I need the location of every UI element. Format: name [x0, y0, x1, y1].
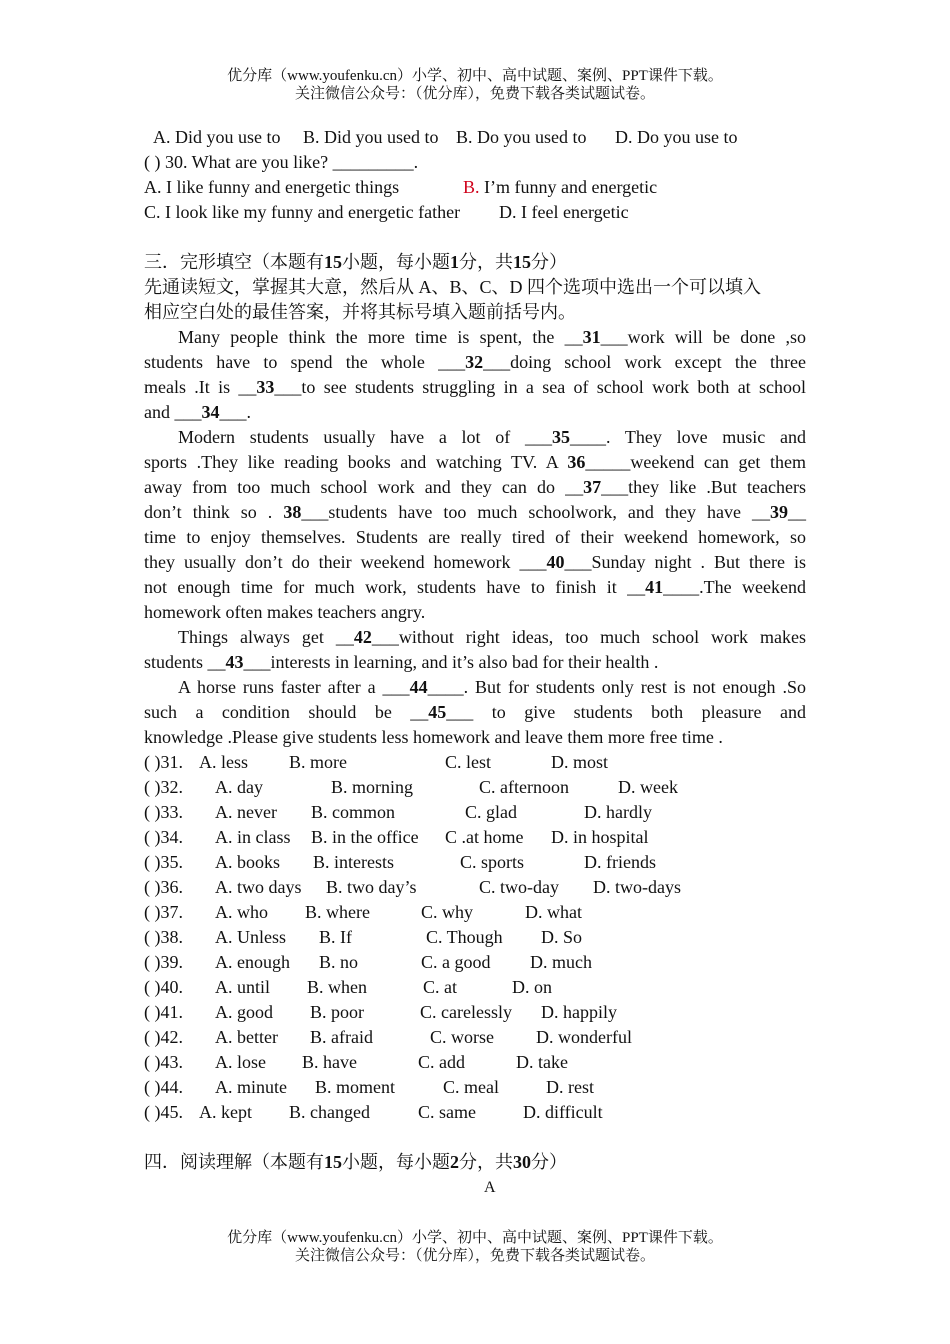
- passage-line: A horse runs faster after a ___44____. But for students only rest is not enough .So: [178, 677, 806, 697]
- q30-option-d: D. I feel energetic: [499, 202, 629, 222]
- passage-line: knowledge .Please give students less homework and leave them more free time .: [144, 727, 723, 747]
- q29-option-a: A. Did you use to: [153, 127, 281, 147]
- passage-line: they usually don’t do their weekend homework ___40___Sunday night . But there is: [144, 552, 806, 572]
- passage-line: and ___34___.: [144, 402, 251, 422]
- q29-options: [144, 125, 806, 150]
- passage-line: away from too much school work and they can do __37___they like .But teachers: [144, 477, 806, 497]
- choice-row: ( )42. A. better B. afraid C. worse D. wonderful: [144, 1027, 632, 1047]
- q29-option-b: B. Did you used to: [303, 127, 439, 147]
- section-3-title: 三．完形填空（本题有15小题，每小题1分，共15分）: [144, 252, 567, 272]
- passage-line: homework often makes teachers angry.: [144, 602, 426, 622]
- q29-option-d: D. Do you use to: [615, 127, 738, 147]
- choice-row: ( )34. A. in class B. in the office C .at home D. in hospital: [144, 827, 649, 847]
- choice-row: ( )38. A. Unless B. If C. Though D. So: [144, 927, 583, 947]
- passage-line: Modern students usually have a lot of ___35____. They love music and: [178, 427, 806, 447]
- passage-line: sports .They like reading books and watching TV. A 36_____weekend can get them: [144, 452, 806, 472]
- q30-stem: ( ) 30. What are you like? _________.: [144, 152, 419, 172]
- choice-row: ( )36. A. two days B. two day’s C. two-day D. two-days: [144, 877, 681, 897]
- choice-row: ( )37. A. who B. where C. why D. what: [144, 902, 582, 922]
- footer-line-2: 关注微信公众号：（优分库），免费下载各类试题试卷。: [294, 1248, 655, 1264]
- q30-option-a: A. I like funny and energetic things: [144, 177, 400, 197]
- passage-label: A: [484, 1179, 496, 1196]
- choice-row: ( )35. A. books B. interests C. sports D. friends: [144, 852, 656, 872]
- passage-line: not enough time for much work, students have to finish it __41____.The weekend: [144, 577, 807, 597]
- header-line-2: 关注微信公众号：（优分库），免费下载各类试题试卷。: [294, 86, 655, 102]
- section-3-instruction-2: 相应空白处的最佳答案，并将其标号填入题前括号内。: [144, 302, 576, 322]
- q30-options-cd: [144, 200, 806, 225]
- section-4-title: 四．阅读理解（本题有15小题，每小题2分，共30分）: [144, 1152, 567, 1172]
- passage-line: Many people think the more time is spent, the __31___work will be done ,so: [178, 327, 807, 347]
- passage-line: students __43___interests in learning, and it’s also bad for their health .: [144, 652, 659, 672]
- q30-option-c: C. I look like my funny and energetic father: [144, 202, 461, 222]
- section-3-instruction-1: 先通读短文，掌握其大意，然后从 A、B、C、D 四个选项中选出一个可以填入: [144, 277, 762, 297]
- passage-line: don’t think so . 38___students have too much schoolwork, and they have __39__: [144, 502, 806, 522]
- passage-line: Things always get __42___without right ideas, too much school work makes: [178, 627, 806, 647]
- choice-row: ( )31. A. less B. more C. lest D. most: [144, 752, 609, 772]
- page-footer: [0, 1229, 950, 1265]
- passage-line: meals .It is __33___to see students struggling in a sea of school work both at school: [144, 377, 806, 397]
- choice-row: ( )41. A. good B. poor C. carelessly D. happily: [144, 1002, 617, 1022]
- passage-line: students have to spend the whole ___32___doing school work except the three: [144, 352, 806, 372]
- choice-row: ( )43. A. lose B. have C. add D. take: [144, 1052, 568, 1072]
- answer-mark: B.: [463, 177, 480, 197]
- choice-row: ( )45. A. kept B. changed C. same D. difficult: [144, 1102, 603, 1122]
- header-line-1: 优分库（www.youfenku.cn）小学、初中、高中试题、案例、PPT课件下载。: [227, 68, 723, 84]
- q30-option-b: [463, 175, 657, 200]
- choice-row: ( )33. A. never B. common C. glad D. hardly: [144, 802, 652, 822]
- choice-row: ( )44. A. minute B. moment C. meal D. rest: [144, 1077, 594, 1097]
- passage-line: such a condition should be __45___ to give students both pleasure and: [144, 702, 806, 722]
- passage-line: time to enjoy themselves. Students are really tired of their weekend homework, so: [144, 527, 806, 547]
- page-header: [0, 67, 950, 103]
- choice-row: ( )40. A. until B. when C. at D. on: [144, 977, 552, 997]
- footer-line-1: 优分库（www.youfenku.cn）小学、初中、高中试题、案例、PPT课件下载。: [227, 1230, 723, 1246]
- exam-content: [144, 125, 806, 1200]
- q30-options-ab: [144, 175, 806, 200]
- choice-row: ( )39. A. enough B. no C. a good D. much: [144, 952, 592, 972]
- q29-option-c: B. Do you used to: [456, 127, 587, 147]
- choice-row: ( )32. A. day B. morning C. afternoon D. week: [144, 777, 678, 797]
- q30-option-b-text: I’m funny and energetic: [479, 177, 658, 197]
- section-4-subtitle: [144, 1175, 806, 1200]
